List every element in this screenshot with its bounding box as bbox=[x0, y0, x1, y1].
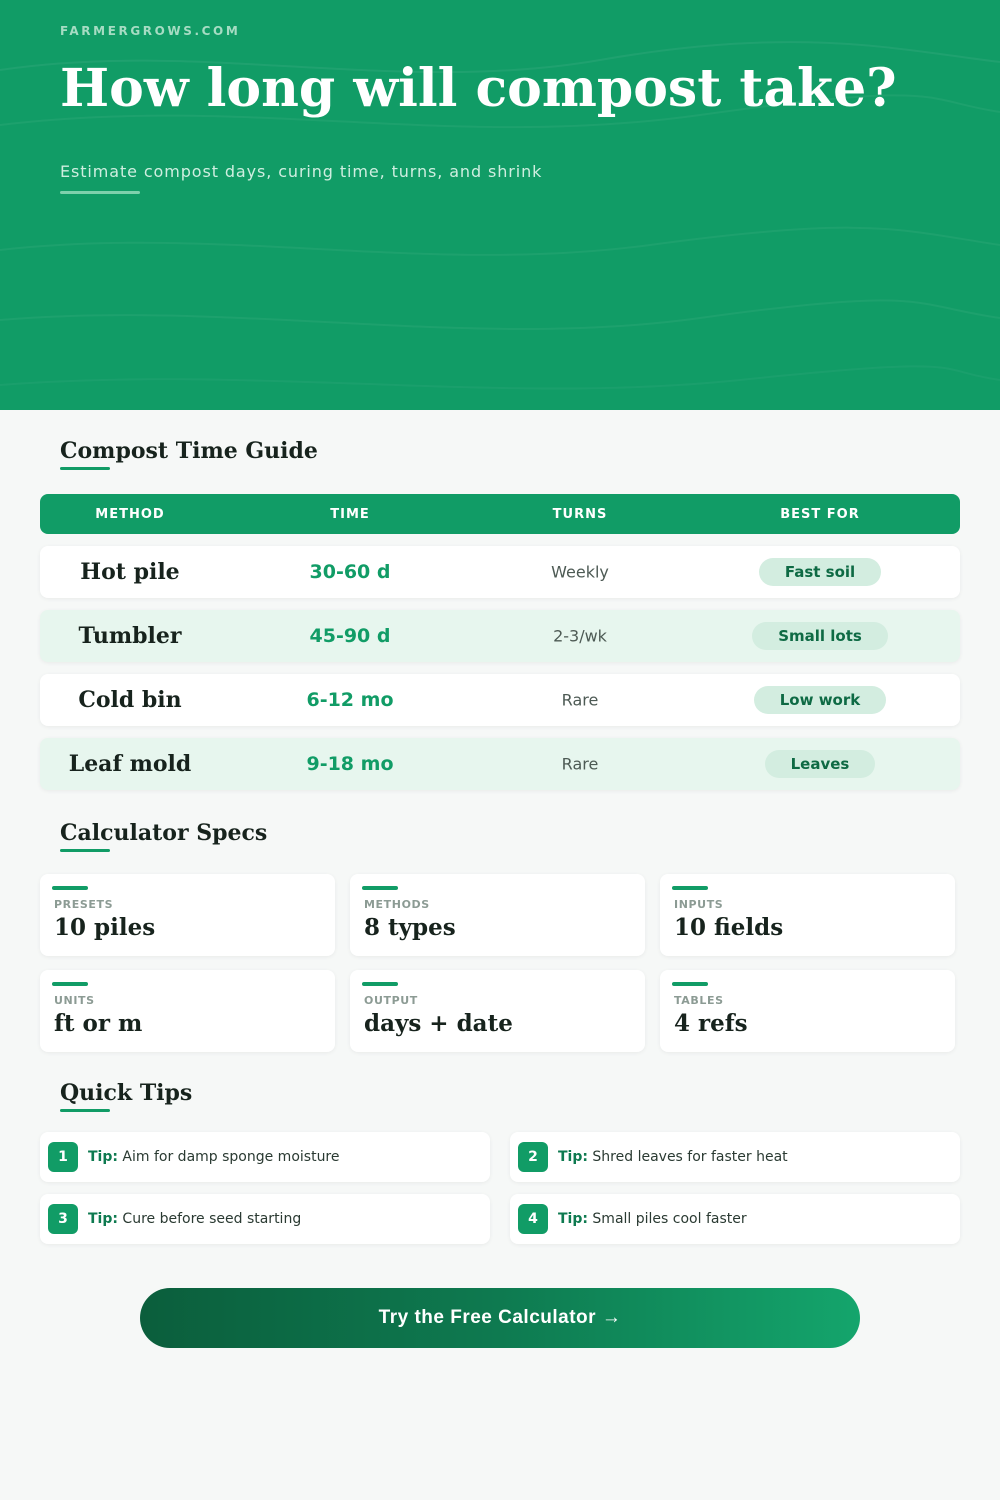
site-name: FARMERGROWS.COM bbox=[60, 24, 241, 38]
best-for-badge: Leaves bbox=[765, 750, 876, 778]
best-for-badge: Fast soil bbox=[759, 558, 881, 586]
guide-table-header bbox=[40, 494, 960, 534]
tip-card bbox=[510, 1194, 960, 1244]
tip-prefix: Tip: bbox=[558, 1211, 588, 1227]
best-for-badge: Low work bbox=[754, 686, 886, 714]
spec-label: METHODS bbox=[364, 898, 430, 911]
method-name: Cold bin bbox=[78, 687, 182, 713]
tips-section-title: Quick Tips bbox=[60, 1080, 193, 1106]
column-header-turns: TURNS bbox=[552, 506, 608, 522]
guide-section-title: Compost Time Guide bbox=[60, 438, 318, 464]
page-subtitle: Estimate compost days, curing time, turns, and shrink bbox=[60, 162, 543, 181]
method-name: Hot pile bbox=[80, 559, 180, 585]
spec-accent-bar bbox=[52, 886, 88, 890]
method-time: 9-18 mo bbox=[306, 753, 394, 775]
method-name: Leaf mold bbox=[68, 751, 192, 777]
method-time: 45-90 d bbox=[309, 625, 391, 647]
spec-accent-bar bbox=[672, 982, 708, 986]
spec-card-inputs bbox=[660, 874, 955, 956]
spec-value: ft or m bbox=[54, 1010, 143, 1037]
tip-number: 1 bbox=[48, 1142, 78, 1172]
try-calculator-button[interactable]: Try the Free Calculator → bbox=[140, 1288, 860, 1348]
spec-card-presets bbox=[40, 874, 335, 956]
spec-value: 8 types bbox=[364, 914, 456, 941]
tip-number: 4 bbox=[518, 1204, 548, 1234]
column-header-best-for: BEST FOR bbox=[780, 506, 860, 522]
method-time: 6-12 mo bbox=[306, 689, 394, 711]
tips-section-underline bbox=[60, 1109, 110, 1112]
spec-card-output bbox=[350, 970, 645, 1052]
spec-label: UNITS bbox=[54, 994, 95, 1007]
tip-prefix: Tip: bbox=[88, 1149, 118, 1165]
tip-text: Small piles cool faster bbox=[592, 1211, 747, 1227]
method-turns: 2-3/wk bbox=[553, 626, 607, 646]
spec-label: PRESETS bbox=[54, 898, 114, 911]
hero-banner bbox=[0, 0, 1000, 410]
best-for-badge: Small lots bbox=[752, 622, 888, 650]
page-title: How long will compost take? bbox=[60, 58, 897, 119]
tip-prefix: Tip: bbox=[558, 1149, 588, 1165]
column-header-method: METHOD bbox=[95, 506, 165, 522]
spec-value: 4 refs bbox=[674, 1010, 748, 1037]
spec-label: INPUTS bbox=[674, 898, 724, 911]
spec-accent-bar bbox=[672, 886, 708, 890]
tip-card bbox=[40, 1132, 490, 1182]
table-row bbox=[40, 674, 960, 726]
spec-card-methods bbox=[350, 874, 645, 956]
tip-card bbox=[510, 1132, 960, 1182]
tip-prefix: Tip: bbox=[88, 1211, 118, 1227]
tip-card bbox=[40, 1194, 490, 1244]
table-row bbox=[40, 610, 960, 662]
spec-value: 10 fields bbox=[674, 914, 784, 941]
hero-divider bbox=[60, 191, 140, 194]
tip-number: 3 bbox=[48, 1204, 78, 1234]
spec-card-units bbox=[40, 970, 335, 1052]
tip-text: Cure before seed starting bbox=[122, 1211, 302, 1227]
method-name: Tumbler bbox=[78, 623, 182, 649]
table-row bbox=[40, 738, 960, 790]
tip-number: 2 bbox=[518, 1142, 548, 1172]
method-time: 30-60 d bbox=[309, 561, 391, 583]
spec-value: days + date bbox=[364, 1010, 513, 1037]
guide-section-underline bbox=[60, 467, 110, 470]
specs-section-title: Calculator Specs bbox=[60, 820, 268, 846]
method-turns: Rare bbox=[561, 754, 599, 774]
table-row bbox=[40, 546, 960, 598]
spec-label: TABLES bbox=[674, 994, 724, 1007]
tip-text: Aim for damp sponge moisture bbox=[122, 1149, 340, 1165]
spec-label: OUTPUT bbox=[364, 994, 418, 1007]
spec-card-tables bbox=[660, 970, 955, 1052]
spec-accent-bar bbox=[362, 982, 398, 986]
method-turns: Weekly bbox=[551, 562, 609, 582]
tip-text: Shred leaves for faster heat bbox=[592, 1149, 788, 1165]
spec-accent-bar bbox=[52, 982, 88, 986]
method-turns: Rare bbox=[561, 690, 599, 710]
spec-value: 10 piles bbox=[54, 914, 156, 941]
spec-accent-bar bbox=[362, 886, 398, 890]
specs-section-underline bbox=[60, 849, 110, 852]
column-header-time: TIME bbox=[330, 506, 370, 522]
